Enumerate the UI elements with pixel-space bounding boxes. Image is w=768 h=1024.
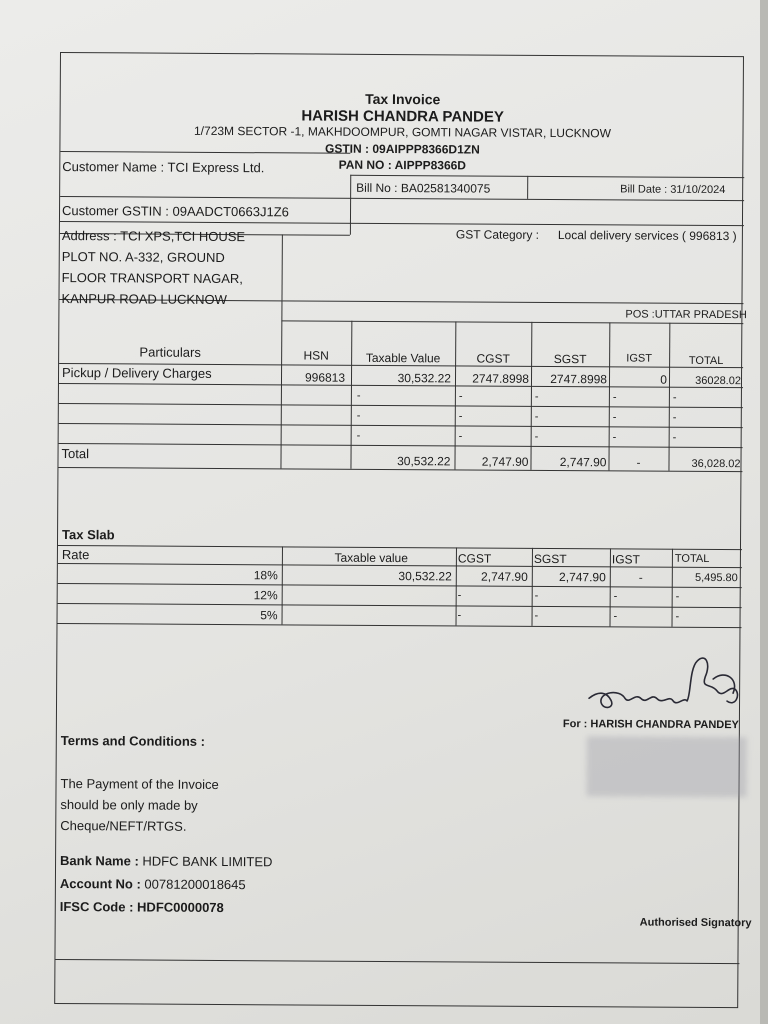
company-pan: PAN NO : AIPPP8366D xyxy=(338,157,467,173)
ifsc-row xyxy=(60,899,224,915)
customer-gstin: Customer GSTIN : 09AADCT0663J1Z6 xyxy=(61,203,289,220)
slab-header-rate: Rate xyxy=(61,547,90,563)
terms-title: Terms and Conditions : xyxy=(60,733,206,749)
slab-header-sgst: SGST xyxy=(533,551,567,567)
total-igst: - xyxy=(636,455,641,470)
slab-total: 5,495.80 xyxy=(694,571,738,585)
item-cgst: 2747.8998 xyxy=(472,371,530,386)
empty-cell: - xyxy=(458,390,463,403)
account-number-value: 00781200018645 xyxy=(144,876,246,893)
col-header-taxable-value: Taxable Value xyxy=(365,350,441,366)
slab-header-igst: IGST xyxy=(611,552,640,567)
slab-total: - xyxy=(675,590,680,603)
rule xyxy=(58,545,742,550)
slab-cgst: - xyxy=(457,589,462,602)
total-label: Total xyxy=(61,446,90,462)
stamp-imprint xyxy=(586,736,746,797)
empty-cell: - xyxy=(672,431,677,444)
slab-total: - xyxy=(675,610,680,623)
bank-name-label: Bank Name : xyxy=(60,853,139,869)
empty-cell: - xyxy=(534,430,539,443)
gst-category-label: GST Category : xyxy=(455,227,540,242)
rule xyxy=(58,623,742,628)
slab-rate: 18% xyxy=(253,568,278,583)
rule xyxy=(668,323,670,471)
bank-name-row xyxy=(60,853,272,869)
company-name: HARISH CHANDRA PANDEY xyxy=(301,107,504,126)
col-header-total: TOTAL xyxy=(688,354,724,368)
empty-cell: - xyxy=(612,431,617,444)
slab-header-cgst: CGST xyxy=(457,551,492,566)
slab-igst: - xyxy=(613,610,618,623)
slab-header-taxable-value: Taxable value xyxy=(334,550,408,566)
item-particulars: Pickup / Delivery Charges xyxy=(61,365,212,381)
rule xyxy=(608,322,610,470)
customer-name: Customer Name : TCI Express Ltd. xyxy=(62,159,265,176)
rule xyxy=(55,959,739,964)
rule xyxy=(281,234,282,300)
empty-cell: - xyxy=(672,391,677,404)
slab-sgst: - xyxy=(534,589,539,602)
empty-cell: - xyxy=(612,391,617,404)
item-total: 36028.02 xyxy=(695,374,742,388)
col-header-cgst: CGST xyxy=(476,351,510,366)
total-amount: 36,028.02 xyxy=(691,457,741,471)
col-header-sgst: SGST xyxy=(553,352,587,367)
terms-text xyxy=(60,773,219,837)
slab-sgst: 2,747.90 xyxy=(559,570,606,585)
rule xyxy=(350,321,352,469)
ifsc-label: IFSC Code : xyxy=(59,899,134,915)
slab-header-total: TOTAL xyxy=(674,552,710,565)
empty-cell: - xyxy=(356,429,361,442)
total-cgst: 2,747.90 xyxy=(481,454,529,469)
document-title: Tax Invoice xyxy=(365,90,441,108)
rule xyxy=(59,423,743,428)
signature-image xyxy=(585,648,755,729)
empty-cell: - xyxy=(458,410,463,423)
rule xyxy=(59,443,743,448)
customer-address xyxy=(61,225,245,310)
slab-sgst: - xyxy=(534,609,539,622)
empty-cell: - xyxy=(612,411,617,424)
company-gstin: GSTIN : 09AIPPP8366D1ZN xyxy=(324,141,480,157)
slab-igst: - xyxy=(613,590,618,603)
terms-line: The Payment of the Invoice xyxy=(60,776,219,792)
slab-cgst: 2,747.90 xyxy=(481,569,528,584)
empty-cell: - xyxy=(672,411,677,424)
address-line: FLOOR TRANSPORT NAGAR, xyxy=(61,270,243,287)
slab-taxable-value: 30,532.22 xyxy=(398,569,452,584)
slab-rate: 5% xyxy=(260,608,278,623)
slab-rate: 12% xyxy=(253,588,278,603)
rule xyxy=(527,176,528,199)
empty-cell: - xyxy=(458,430,463,443)
empty-cell: - xyxy=(534,410,539,423)
rule xyxy=(530,322,532,470)
item-sgst: 2747.8998 xyxy=(550,372,608,387)
col-header-particulars: Particulars xyxy=(139,344,201,360)
terms-line: Cheque/NEFT/RTGS. xyxy=(60,818,187,834)
bill-number: Bill No : BA02581340075 xyxy=(356,180,491,196)
address-line: KANPUR ROAD LUCKNOW xyxy=(61,291,227,308)
empty-cell: - xyxy=(356,409,361,422)
for-company-label: For : HARISH CHANDRA PANDEY xyxy=(562,718,739,732)
item-taxable-value: 30,532.22 xyxy=(397,371,452,386)
bill-date: Bill Date : 31/10/2024 xyxy=(620,183,726,197)
col-header-igst: IGST xyxy=(626,352,653,365)
account-number-label: Account No : xyxy=(59,876,141,892)
rule xyxy=(60,196,744,201)
bank-name-value: HDFC BANK LIMITED xyxy=(142,853,273,870)
gst-category-value: Local delivery services ( 996813 ) xyxy=(557,228,737,244)
terms-line: should be only made by xyxy=(60,797,198,813)
col-header-hsn: HSN xyxy=(303,348,329,363)
tax-slab-title: Tax Slab xyxy=(62,527,115,543)
slab-igst: - xyxy=(638,570,643,585)
total-sgst: 2,747.90 xyxy=(559,455,607,470)
place-of-supply: POS :UTTAR PRADESH xyxy=(625,308,747,322)
rule xyxy=(350,175,744,178)
address-line: Address : TCI XPS,TCI HOUSE xyxy=(61,228,246,245)
slab-cgst: - xyxy=(457,609,462,622)
account-number-row xyxy=(60,876,246,892)
company-address: 1/723M SECTOR -1, MAKHDOOMPUR, GOMTI NAGAR VISTAR, LUCKNOW xyxy=(193,123,612,141)
rule xyxy=(59,403,743,408)
empty-cell: - xyxy=(356,389,361,402)
invoice-sheet xyxy=(54,52,752,1008)
item-hsn: 996813 xyxy=(304,370,346,385)
ifsc-value: HDFC0000078 xyxy=(137,899,224,916)
authorised-signatory: Authorised Signatory xyxy=(639,916,752,930)
rule xyxy=(454,321,456,469)
item-igst: 0 xyxy=(660,372,668,387)
empty-cell: - xyxy=(534,390,539,403)
total-taxable-value: 30,532.22 xyxy=(397,454,451,469)
rule xyxy=(350,175,351,235)
address-line: PLOT NO. A-332, GROUND xyxy=(61,249,225,266)
